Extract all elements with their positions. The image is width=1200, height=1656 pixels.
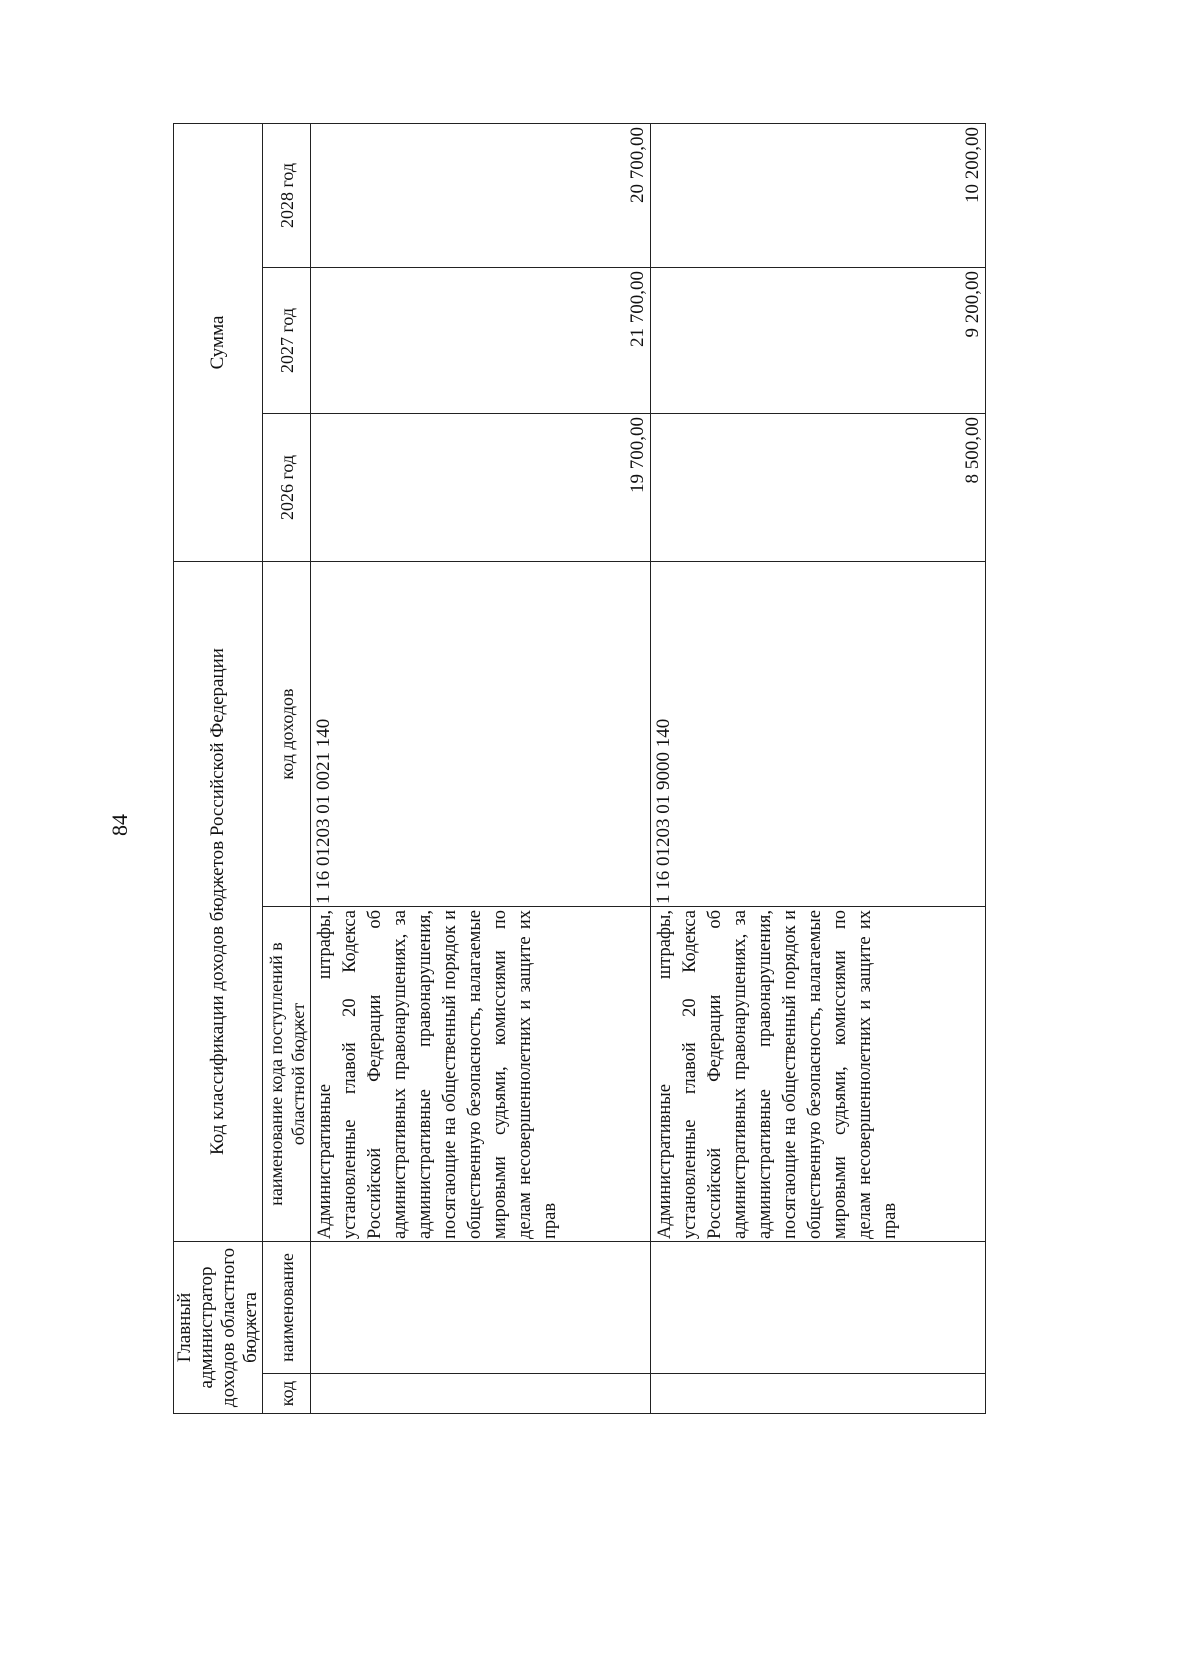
budget-revenue-table	[173, 123, 986, 1414]
header-row-top	[174, 123, 263, 1413]
row-admin-name	[311, 1242, 651, 1374]
row-sum-2027: 9 200,00	[651, 268, 986, 414]
row-income-code: 1 16 01203 01 0021 140	[311, 562, 651, 907]
header-code: код	[263, 1374, 311, 1414]
header-row-bottom	[263, 123, 311, 1413]
row-sum-2028: 10 200,00	[651, 123, 986, 267]
row-income-code: 1 16 01203 01 9000 140	[651, 562, 986, 907]
row-admin-name	[651, 1242, 986, 1374]
header-income-code: код доходов	[263, 562, 311, 907]
row-sum-2027: 21 700,00	[311, 268, 651, 414]
row-income-name: Административные штрафы, установленные главой 20 Кодекса Российской Федерации об административных правонарушениях, за административные правонарушения, посягающие на общественный порядок и общественную безопасность, налагаемые мировыми судьями, комиссиями по делам несовершеннолетних и защите их прав	[311, 907, 651, 1242]
header-year-2026: 2026 год	[263, 414, 311, 562]
header-income-name: наименование кода поступлений в областной бюджет	[263, 907, 311, 1242]
row-admin-code	[651, 1374, 986, 1414]
row-income-name: Административные штрафы, установленные главой 20 Кодекса Российской Федерации об административных правонарушениях, за административные правонарушения, посягающие на общественный порядок и общественную безопасность, налагаемые мировыми судьями, комиссиями по делам несовершеннолетних и защите их прав	[651, 907, 986, 1242]
row-sum-2026: 8 500,00	[651, 414, 986, 562]
row-sum-2028: 20 700,00	[311, 123, 651, 267]
header-classification-group: Код классификации доходов бюджетов Российской Федерации	[174, 562, 263, 1242]
page-number: 84	[107, 814, 132, 836]
row-sum-2026: 19 700,00	[311, 414, 651, 562]
budget-table-container	[173, 124, 1005, 1414]
row-admin-code	[311, 1374, 651, 1414]
header-year-2027: 2027 год	[263, 268, 311, 414]
header-sum-group: Сумма	[174, 123, 263, 561]
header-year-2028: 2028 год	[263, 123, 311, 267]
table-row	[651, 123, 986, 1413]
header-admin-group: Главный администратор доходов областного бюджета	[174, 1242, 263, 1414]
table-row	[311, 123, 651, 1413]
header-name: наименование	[263, 1242, 311, 1374]
